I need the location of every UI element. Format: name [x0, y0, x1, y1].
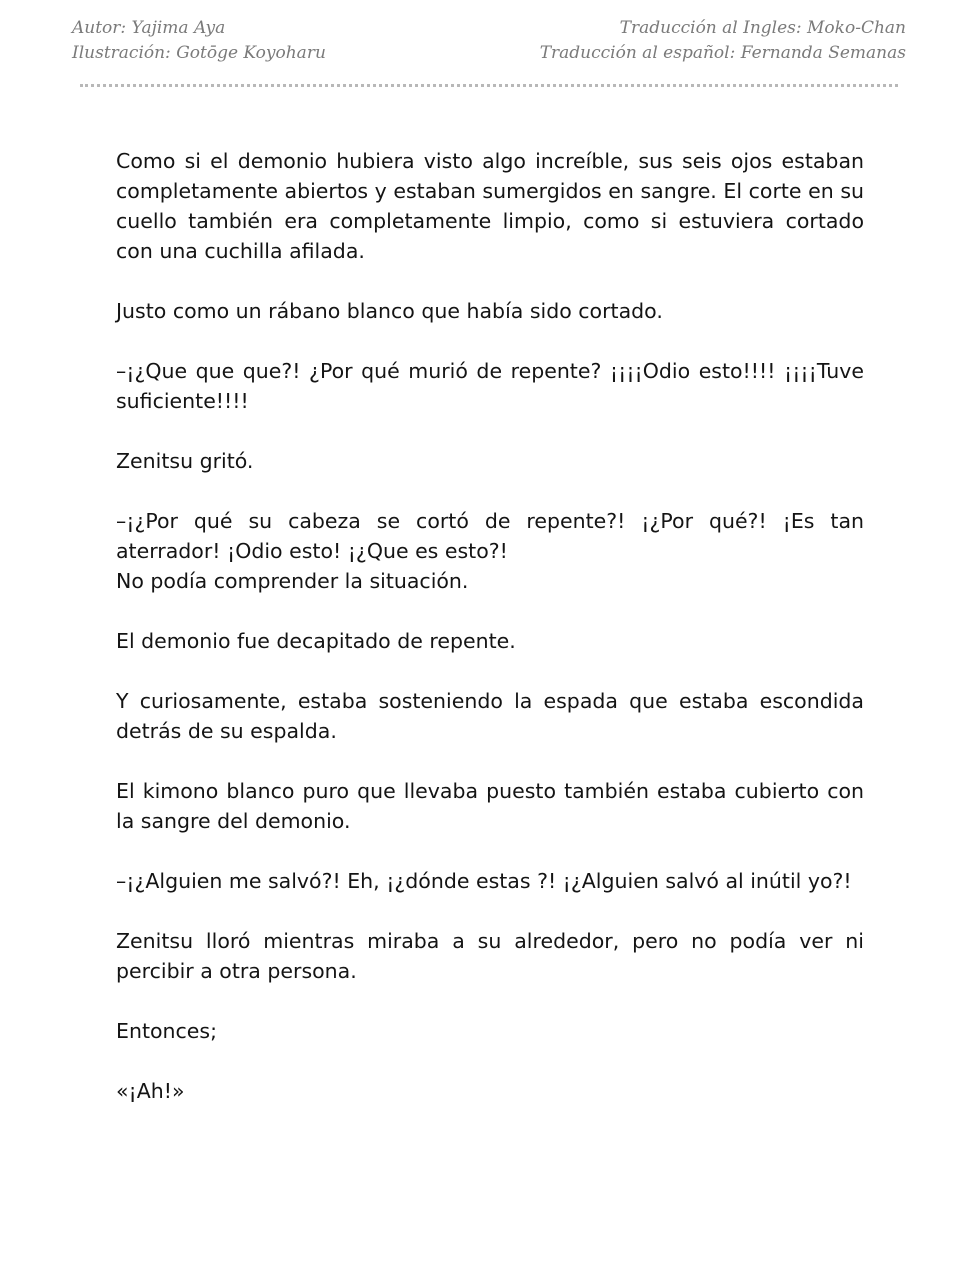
paragraph: El kimono blanco puro que llevaba puesto también estaba cubierto con la sangre del demonio. [116, 779, 864, 833]
paragraph-line: No podía comprender la situación. [116, 569, 469, 593]
paragraph: Zenitsu gritó. [116, 449, 254, 473]
paragraph: «¡Ah!» [116, 1079, 185, 1103]
paragraph [116, 506, 864, 596]
credits-right [540, 16, 906, 66]
paragraph: El demonio fue decapitado de repente. [116, 629, 516, 653]
story-text [116, 146, 864, 1136]
paragraph: Como si el demonio hubiera visto algo increíble, sus seis ojos estaban completamente abiertos y estaban sumergidos en sangre. El corte en su cuello también era completamente limpio, como si estuviera cortado con una cuchilla afilada. [116, 149, 864, 263]
paragraph: –¡¿Alguien me salvó?! Eh, ¡¿dónde estas ?! ¡¿Alguien salvó al inútil yo?! [116, 869, 852, 893]
illustration-credit: Ilustración: Gotōge Koyoharu [72, 43, 326, 63]
paragraph: –¡¿Que que que?! ¿Por qué murió de repente? ¡¡¡¡Odio esto!!!! ¡¡¡¡Tuve suficiente!!!! [116, 359, 864, 413]
paragraph: Y curiosamente, estaba sosteniendo la espada que estaba escondida detrás de su espalda. [116, 689, 864, 743]
author-credit: Autor: Yajima Aya [72, 18, 226, 38]
english-translation-credit: Traducción al Ingles: Moko-Chan [619, 18, 906, 38]
credits-left [72, 16, 326, 66]
spanish-translation-credit: Traducción al español: Fernanda Semanas [539, 43, 906, 63]
dotted-divider [80, 84, 898, 87]
paragraph: Justo como un rábano blanco que había sido cortado. [116, 299, 663, 323]
paragraph-line: –¡¿Por qué su cabeza se cortó de repente?! ¡¿Por qué?! ¡Es tan aterrador! ¡Odio esto! ¡¿Que es esto?! [116, 509, 864, 563]
paragraph: Zenitsu lloró mientras miraba a su alrededor, pero no podía ver ni percibir a otra persona. [116, 929, 864, 983]
paragraph: Entonces; [116, 1019, 217, 1043]
